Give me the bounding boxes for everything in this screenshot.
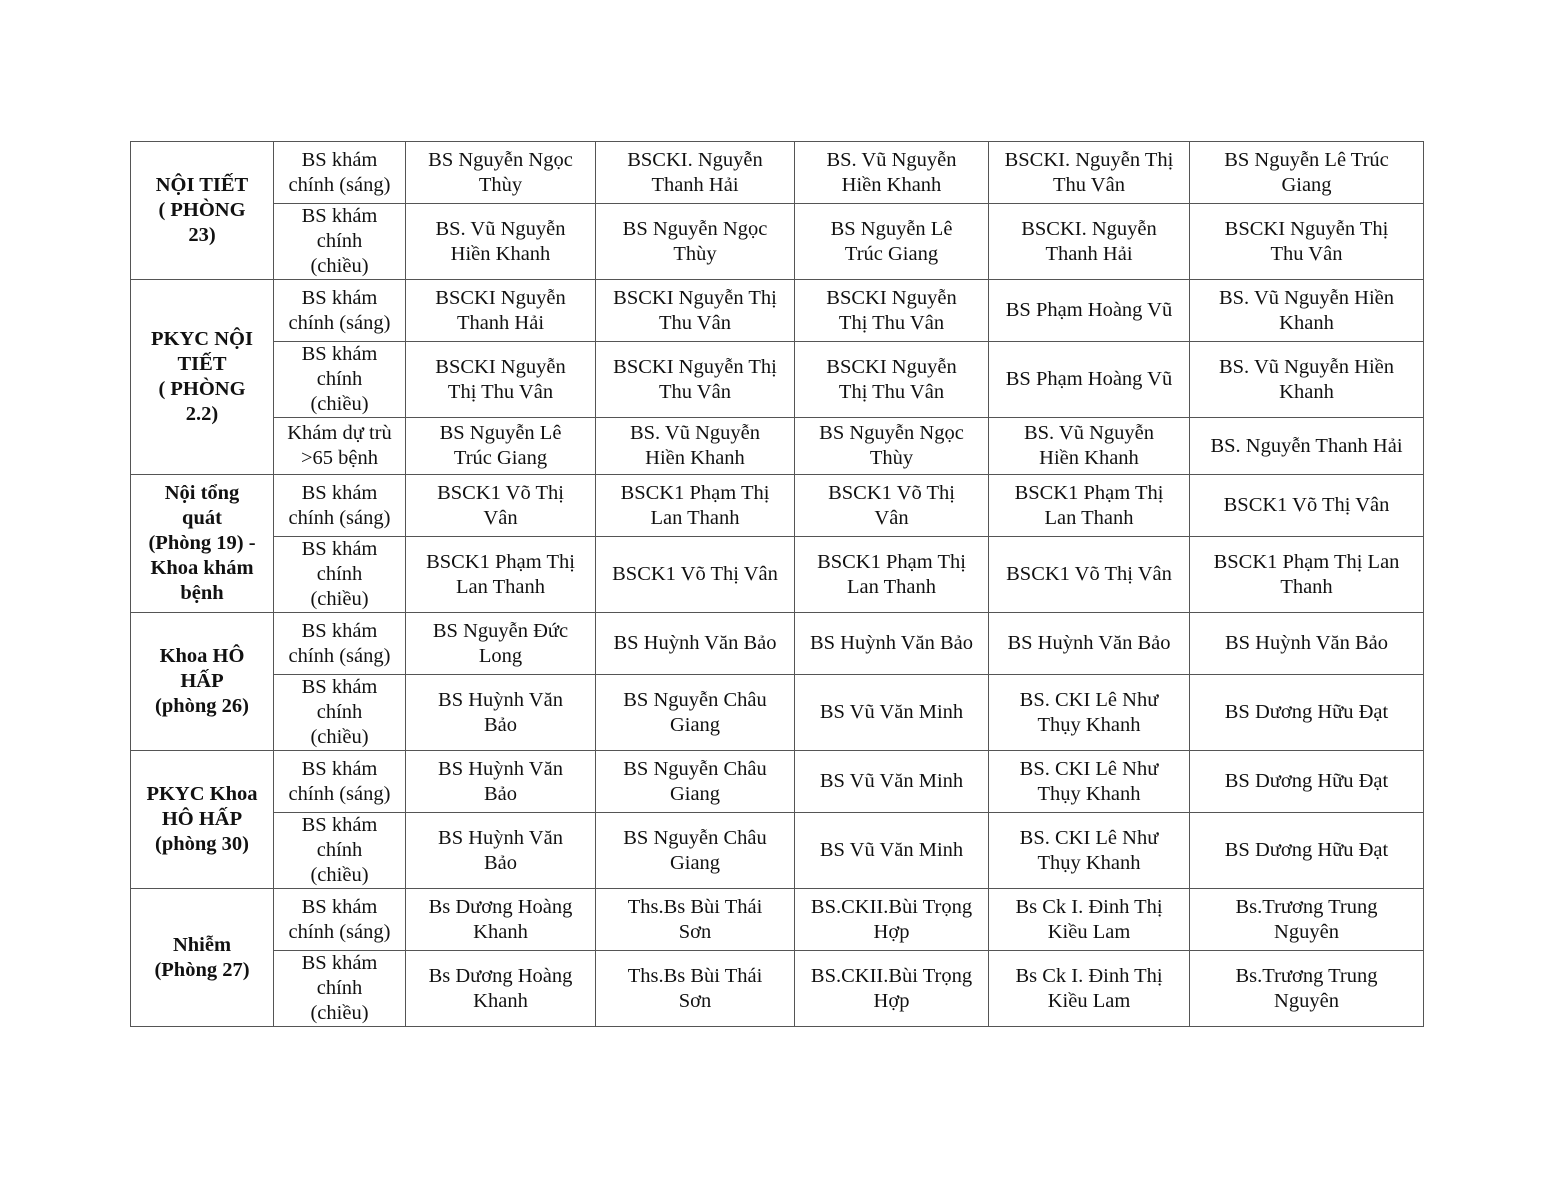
doctor-cell: BS. CKI Lê Như Thụy Khanh	[989, 751, 1190, 813]
shift-cell: BS khám chính (sáng)	[274, 475, 406, 537]
department-cell: NỘI TIẾT ( PHÒNG 23)	[131, 142, 274, 280]
doctor-cell: BS Huỳnh Văn Bảo	[795, 613, 989, 675]
shift-cell: BS khám chính (chiều)	[274, 675, 406, 751]
doctor-cell: BS Huỳnh Văn Bảo	[406, 675, 596, 751]
doctor-cell: BSCKI Nguyễn Thị Thu Vân	[1190, 204, 1424, 280]
doctor-cell: BS. Vũ Nguyễn Hiền Khanh	[795, 142, 989, 204]
doctor-cell: BS. CKI Lê Như Thụy Khanh	[989, 675, 1190, 751]
doctor-cell: BS Nguyễn Lê Trúc Giang	[1190, 142, 1424, 204]
doctor-cell: BSCK1 Phạm Thị Lan Thanh	[989, 475, 1190, 537]
table-row	[131, 675, 1424, 751]
doctor-cell: BS Nguyễn Lê Trúc Giang	[795, 204, 989, 280]
shift-cell: BS khám chính (chiều)	[274, 951, 406, 1027]
doctor-cell: BS. Nguyễn Thanh Hải	[1190, 418, 1424, 475]
doctor-cell: Bs.Trương Trung Nguyên	[1190, 889, 1424, 951]
doctor-cell: BS Vũ Văn Minh	[795, 751, 989, 813]
doctor-cell: BS Nguyễn Châu Giang	[596, 813, 795, 889]
department-cell: Nội tổng quát (Phòng 19) - Khoa khám bệnh	[131, 475, 274, 613]
doctor-cell: Bs Dương Hoàng Khanh	[406, 889, 596, 951]
shift-cell: BS khám chính (chiều)	[274, 204, 406, 280]
doctor-cell: BS Nguyễn Châu Giang	[596, 675, 795, 751]
department-cell: PKYC NỘI TIẾT ( PHÒNG 2.2)	[131, 280, 274, 475]
doctor-cell: BS Dương Hữu Đạt	[1190, 813, 1424, 889]
doctor-cell: BS. Vũ Nguyễn Hiền Khanh	[406, 204, 596, 280]
doctor-cell: BS Vũ Văn Minh	[795, 813, 989, 889]
shift-cell: Khám dự trù >65 bệnh	[274, 418, 406, 475]
doctor-cell: BS. Vũ Nguyễn Hiền Khanh	[596, 418, 795, 475]
doctor-cell: BSCKI Nguyễn Thị Thu Vân	[596, 280, 795, 342]
table-row	[131, 142, 1424, 204]
doctor-cell: BSCK1 Phạm Thị Lan Thanh	[795, 537, 989, 613]
department-cell: Khoa HÔ HẤP (phòng 26)	[131, 613, 274, 751]
table-row	[131, 475, 1424, 537]
shift-cell: BS khám chính (sáng)	[274, 142, 406, 204]
doctor-cell: BS Huỳnh Văn Bảo	[1190, 613, 1424, 675]
doctor-cell: BSCK1 Võ Thị Vân	[989, 537, 1190, 613]
shift-cell: BS khám chính (sáng)	[274, 751, 406, 813]
table-row	[131, 280, 1424, 342]
doctor-cell: Ths.Bs Bùi Thái Sơn	[596, 889, 795, 951]
table-row	[131, 613, 1424, 675]
table-row	[131, 951, 1424, 1027]
doctor-cell: Ths.Bs Bùi Thái Sơn	[596, 951, 795, 1027]
doctor-cell: BS Huỳnh Văn Bảo	[596, 613, 795, 675]
shift-cell: BS khám chính (sáng)	[274, 280, 406, 342]
doctor-cell: BSCKI Nguyễn Thanh Hải	[406, 280, 596, 342]
doctor-cell: BS Huỳnh Văn Bảo	[406, 751, 596, 813]
doctor-cell: BS Nguyễn Ngọc Thùy	[596, 204, 795, 280]
doctor-schedule-table	[130, 141, 1424, 1027]
doctor-cell: BS Phạm Hoàng Vũ	[989, 280, 1190, 342]
doctor-cell: BS. CKI Lê Như Thụy Khanh	[989, 813, 1190, 889]
doctor-cell: BS Nguyễn Ngọc Thùy	[406, 142, 596, 204]
doctor-cell: BSCK1 Võ Thị Vân	[1190, 475, 1424, 537]
doctor-cell: BS.CKII.Bùi Trọng Hợp	[795, 889, 989, 951]
doctor-cell: BSCKI. Nguyễn Thị Thu Vân	[989, 142, 1190, 204]
table-row	[131, 204, 1424, 280]
doctor-cell: BSCK1 Võ Thị Vân	[795, 475, 989, 537]
table-row	[131, 342, 1424, 418]
schedule-body	[131, 142, 1424, 1027]
doctor-cell: BSCKI. Nguyễn Thanh Hải	[989, 204, 1190, 280]
doctor-cell: BS. Vũ Nguyễn Hiền Khanh	[989, 418, 1190, 475]
shift-cell: BS khám chính (sáng)	[274, 613, 406, 675]
doctor-cell: BSCKI Nguyễn Thị Thu Vân	[795, 342, 989, 418]
doctor-cell: BSCKI Nguyễn Thị Thu Vân	[795, 280, 989, 342]
doctor-cell: BSCKI Nguyễn Thị Thu Vân	[406, 342, 596, 418]
shift-cell: BS khám chính (chiều)	[274, 537, 406, 613]
department-cell: PKYC Khoa HÔ HẤP (phòng 30)	[131, 751, 274, 889]
doctor-cell: BS Nguyễn Đức Long	[406, 613, 596, 675]
doctor-cell: BS Huỳnh Văn Bảo	[989, 613, 1190, 675]
doctor-cell: Bs.Trương Trung Nguyên	[1190, 951, 1424, 1027]
department-cell: Nhiễm (Phòng 27)	[131, 889, 274, 1027]
shift-cell: BS khám chính (chiều)	[274, 342, 406, 418]
doctor-cell: BS Vũ Văn Minh	[795, 675, 989, 751]
doctor-cell: Bs Ck I. Đinh Thị Kiều Lam	[989, 951, 1190, 1027]
doctor-cell: BSCKI. Nguyễn Thanh Hải	[596, 142, 795, 204]
doctor-cell: BSCKI Nguyễn Thị Thu Vân	[596, 342, 795, 418]
doctor-cell: BSCK1 Phạm Thị Lan Thanh	[1190, 537, 1424, 613]
doctor-cell: BS Nguyễn Lê Trúc Giang	[406, 418, 596, 475]
table-row	[131, 889, 1424, 951]
table-row	[131, 751, 1424, 813]
table-row	[131, 813, 1424, 889]
doctor-cell: BS Nguyễn Châu Giang	[596, 751, 795, 813]
doctor-cell: BS.CKII.Bùi Trọng Hợp	[795, 951, 989, 1027]
shift-cell: BS khám chính (sáng)	[274, 889, 406, 951]
doctor-cell: BS. Vũ Nguyễn Hiền Khanh	[1190, 280, 1424, 342]
doctor-cell: BS Phạm Hoàng Vũ	[989, 342, 1190, 418]
doctor-cell: BS Nguyễn Ngọc Thùy	[795, 418, 989, 475]
table-row	[131, 418, 1424, 475]
doctor-cell: BSCK1 Phạm Thị Lan Thanh	[406, 537, 596, 613]
doctor-cell: BS Dương Hữu Đạt	[1190, 675, 1424, 751]
doctor-cell: Bs Ck I. Đinh Thị Kiều Lam	[989, 889, 1190, 951]
table-row	[131, 537, 1424, 613]
doctor-cell: BS Huỳnh Văn Bảo	[406, 813, 596, 889]
doctor-cell: BSCK1 Võ Thị Vân	[596, 537, 795, 613]
doctor-cell: Bs Dương Hoàng Khanh	[406, 951, 596, 1027]
doctor-cell: BS Dương Hữu Đạt	[1190, 751, 1424, 813]
doctor-cell: BS. Vũ Nguyễn Hiền Khanh	[1190, 342, 1424, 418]
doctor-cell: BSCK1 Phạm Thị Lan Thanh	[596, 475, 795, 537]
shift-cell: BS khám chính (chiều)	[274, 813, 406, 889]
doctor-cell: BSCK1 Võ Thị Vân	[406, 475, 596, 537]
